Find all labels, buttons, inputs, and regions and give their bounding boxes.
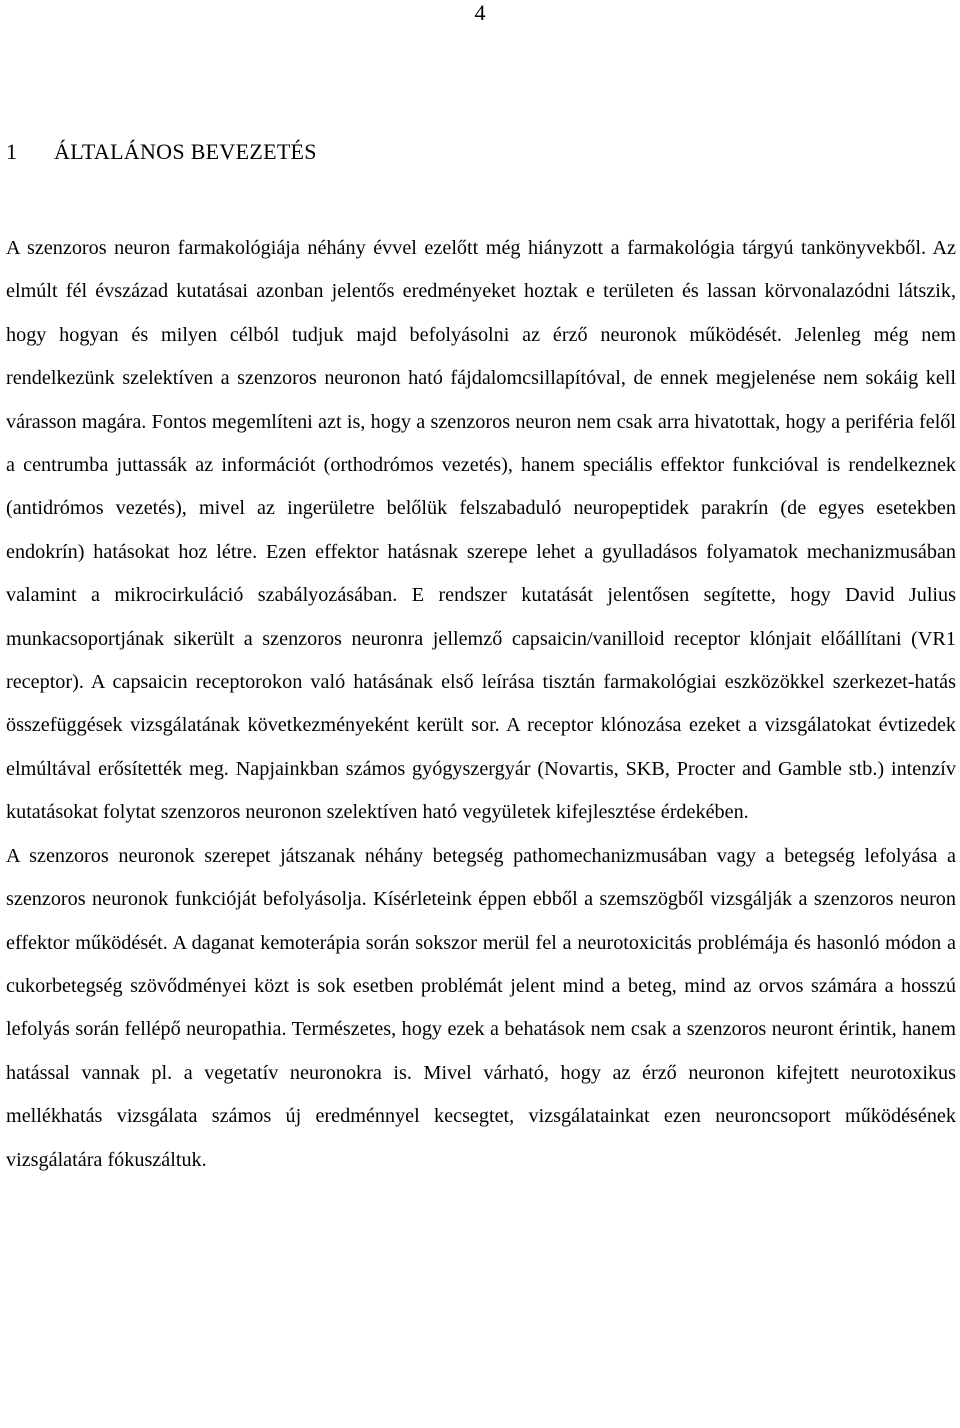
chapter-title: ÁLTALÁNOS BEVEZETÉS xyxy=(54,139,317,164)
chapter-number: 1 xyxy=(6,139,18,164)
paragraph-intro: A szenzoros neuron farmakológiája néhány évvel ezelőtt még hiányzott a farmakológia tárgyú tankönyvekből. Az elmúlt fél évszázad kutatásai azonban jelentős eredményeket hoztak e területen és lassan körvonalazódni látszik, hogy hogyan és milyen célból tudjuk majd befolyásolni az érző neuronok működését. Jelenleg még nem rendelkezünk szelektíven a szenzoros neuronon ható fájdalomcsillapítóval, de ennek megjelenése nem sokáig kell várasson magára. Fontos megemlíteni azt is, hogy a szenzoros neuron nem csak arra hivatottak, hogy a periféria felől a centrumba juttassák az információt (orthodrómos vezetés), hanem speciális effektor funkcióval is rendelkeznek (antidrómos vezetés), mivel az ingerületre belőlük felszabaduló neuropeptidek parakrín (de egyes esetekben endokrín) hatásokat hoz létre. Ezen effektor hatásnak szerepe lehet a gyulladásos folyamatok mechanizmusában valamint a mikrocirkuláció szabályozásában. E rendszer kutatását jelentősen segítette, hogy David Julius munkacsoportjának sikerült a szenzoros neuronra jellemző capsaicin/vanilloid receptor klónjait előállítani (VR1 receptor). A capsaicin receptorokon való hatásának első leírása tisztán farmakológiai eszközökkel szerkezet-hatás összefüggések vizsgálatának következményeként került sor. A receptor klónozása ezeket a vizsgálatokat évtizedek elmúltával erősítették meg. Napjainkban számos gyógyszergyár (Novartis, SKB, Procter and Gamble stb.) intenzív kutatásokat folytat szenzoros neuronon szelektíven ható vegyületek kifejlesztése érdekében. xyxy=(6,237,956,824)
page-number: 4 xyxy=(474,0,486,25)
paragraph-sensory-neurons: A szenzoros neuronok szerepet játszanak néhány betegség pathomechanizmusában vagy a betegség lefolyása a szenzoros neuronok funkcióját befolyásolja. Kísérleteink éppen ebből a szemszögből vizsgálják a szenzoros neuron effektor működését. A daganat kemoterápia során sokszor merül fel a neurotoxicitás problémája és hasonló módon a cukorbetegség szövődményei közt is sok esetben problémát jelent mind a beteg, mind az orvos számára a hosszú lefolyás során fellépő neuropathia. Természetes, hogy ezek a behatások nem csak a szenzoros neuront érintik, hanem hatással vannak pl. a vegetatív neuronokra is. Mivel várható, hogy az érző neuronon kifejtett neurotoxikus mellékhatás vizsgálata számos új eredménnyel kecsegtet, vizsgálatainkat ezen neuroncsoport működésének vizsgálatára fókuszáltuk. xyxy=(6,844,956,1171)
chapter-heading xyxy=(6,138,317,166)
body-text xyxy=(6,227,956,1182)
